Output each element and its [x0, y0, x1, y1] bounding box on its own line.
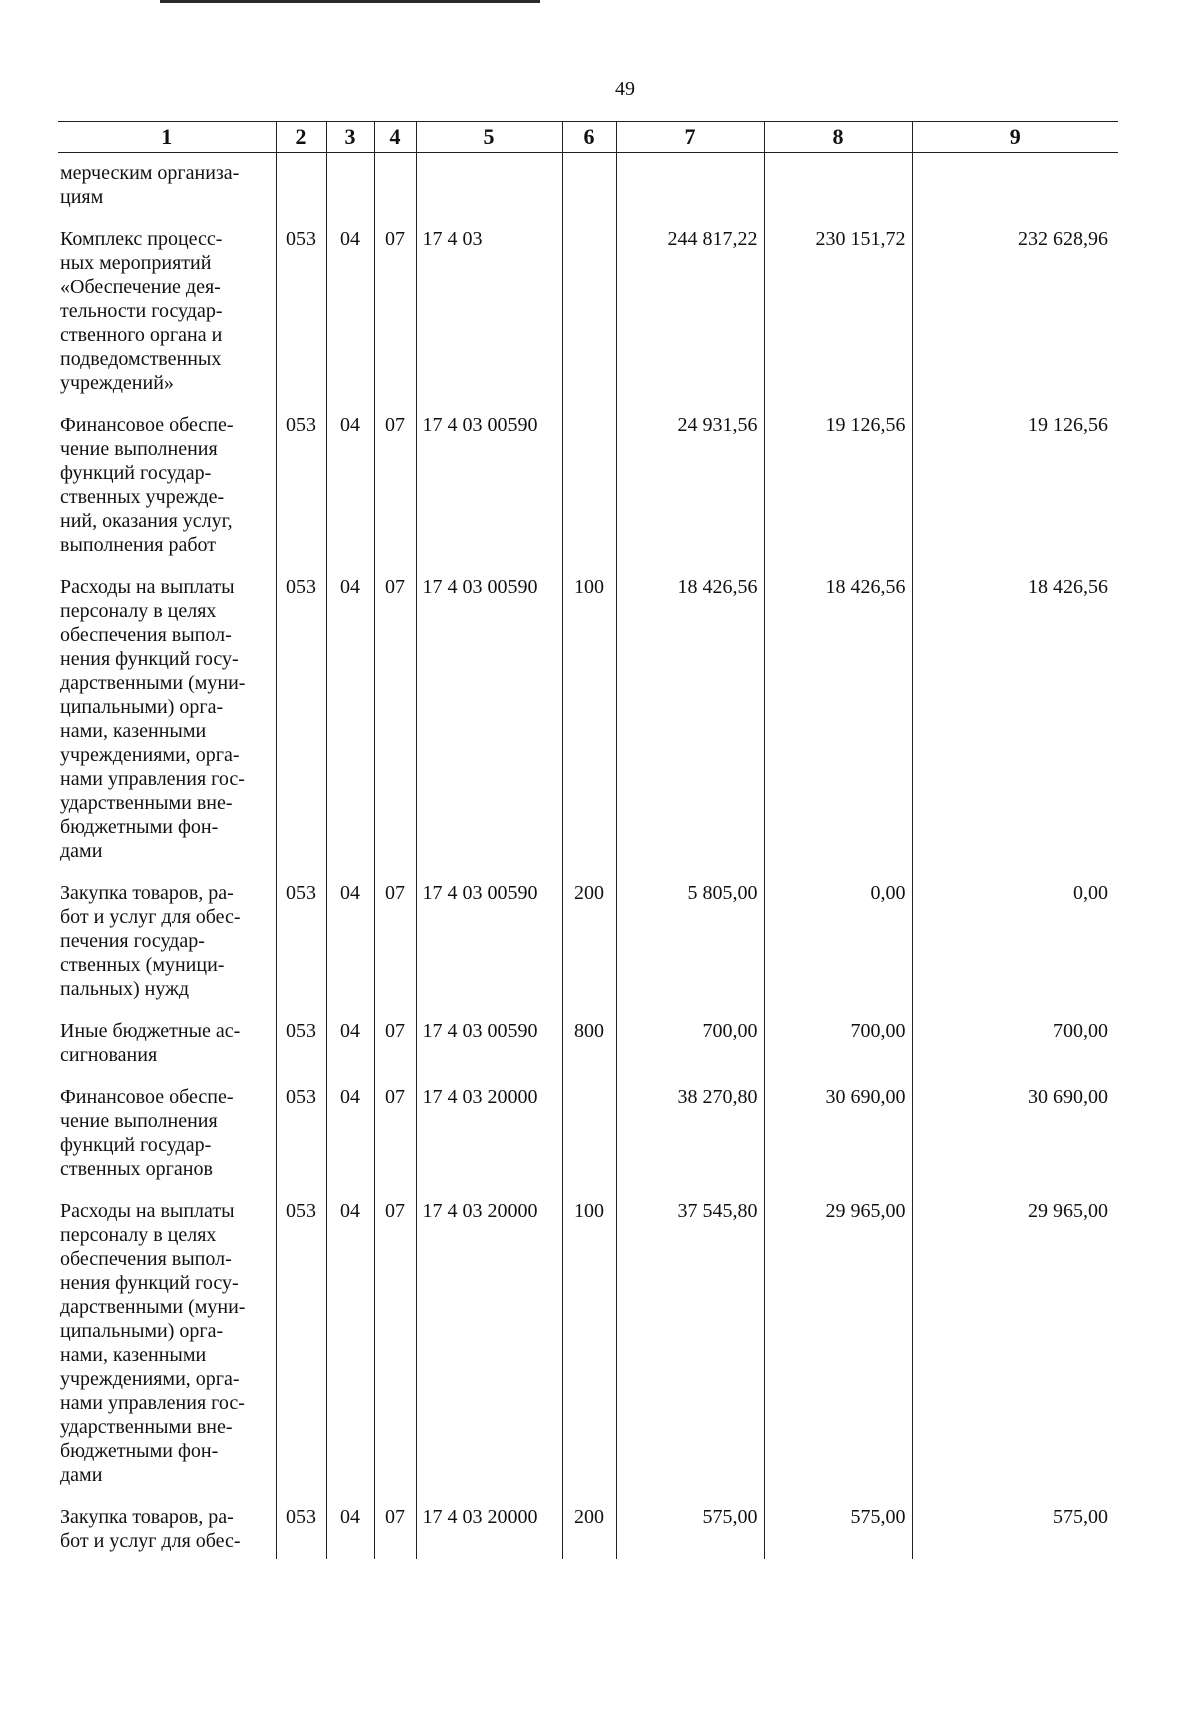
row-name-cell: Комплекс процесс- ных мероприятий «Обеспечение дея- тельности государ- ственного органа и подведомственных учреждений»: [58, 215, 276, 401]
header-cell: 3: [326, 122, 374, 153]
program-code-cell: [416, 153, 562, 216]
table-row: [58, 153, 1118, 216]
amount-cell: 575,00: [912, 1493, 1118, 1559]
row-name-cell: Закупка товаров, ра- бот и услуг для обес-: [58, 1493, 276, 1559]
program-code-cell: 17 4 03 20000: [416, 1187, 562, 1493]
code-cell: 07: [374, 1187, 416, 1493]
code-cell: 04: [326, 1073, 374, 1187]
code-cell: 07: [374, 1007, 416, 1073]
row-name-cell: Расходы на выплаты персоналу в целях обеспечения выпол- нения функций госу- дарственными (муни- ципальными) орга- нами, казенными учреждениями, орга- нами управления гос- ударственными вне- бюджетными фон- дами: [58, 1187, 276, 1493]
amount-cell: 232 628,96: [912, 215, 1118, 401]
amount-cell: 37 545,80: [616, 1187, 764, 1493]
expense-type-cell: 200: [562, 1493, 616, 1559]
code-cell: 053: [276, 869, 326, 1007]
table-row: [58, 215, 1118, 401]
amount-cell: 244 817,22: [616, 215, 764, 401]
row-name-cell: Иные бюджетные ас- сигнования: [58, 1007, 276, 1073]
amount-cell: 0,00: [764, 869, 912, 1007]
expense-type-cell: 100: [562, 1187, 616, 1493]
row-name-cell: Закупка товаров, ра- бот и услуг для обес- печения государ- ственных (муници- пальных) нужд: [58, 869, 276, 1007]
code-cell: 07: [374, 563, 416, 869]
code-cell: 04: [326, 215, 374, 401]
table-row: [58, 1007, 1118, 1073]
table-row: [58, 563, 1118, 869]
amount-cell: 18 426,56: [912, 563, 1118, 869]
budget-table: [58, 121, 1118, 1559]
row-name-cell: Финансовое обеспе- чение выполнения функций государ- ственных учрежде- ний, оказания услуг, выполнения работ: [58, 401, 276, 563]
amount-cell: 38 270,80: [616, 1073, 764, 1187]
code-cell: 053: [276, 1187, 326, 1493]
code-cell: 04: [326, 401, 374, 563]
code-cell: 07: [374, 869, 416, 1007]
code-cell: [276, 153, 326, 216]
table-row: [58, 1493, 1118, 1559]
table-row: [58, 869, 1118, 1007]
code-cell: 053: [276, 1493, 326, 1559]
program-code-cell: 17 4 03 00590: [416, 869, 562, 1007]
code-cell: 053: [276, 215, 326, 401]
expense-type-cell: 100: [562, 563, 616, 869]
header-cell: 1: [58, 122, 276, 153]
table-body: [58, 153, 1118, 1560]
code-cell: 07: [374, 401, 416, 563]
table-header-row: [58, 122, 1118, 153]
amount-cell: 18 426,56: [616, 563, 764, 869]
program-code-cell: 17 4 03 00590: [416, 401, 562, 563]
code-cell: 04: [326, 1007, 374, 1073]
code-cell: 053: [276, 401, 326, 563]
code-cell: 07: [374, 215, 416, 401]
code-cell: 04: [326, 563, 374, 869]
code-cell: 04: [326, 1493, 374, 1559]
expense-type-cell: 800: [562, 1007, 616, 1073]
header-cell: 9: [912, 122, 1118, 153]
page-number: 49: [615, 78, 635, 100]
code-cell: 07: [374, 1493, 416, 1559]
code-cell: [374, 153, 416, 216]
code-cell: [326, 153, 374, 216]
header-cell: 7: [616, 122, 764, 153]
code-cell: 04: [326, 1187, 374, 1493]
amount-cell: 230 151,72: [764, 215, 912, 401]
row-name-cell: Финансовое обеспе- чение выполнения функций государ- ственных органов: [58, 1073, 276, 1187]
expense-type-cell: [562, 153, 616, 216]
header-cell: 5: [416, 122, 562, 153]
program-code-cell: 17 4 03 20000: [416, 1073, 562, 1187]
amount-cell: 18 426,56: [764, 563, 912, 869]
row-name-cell: мерческим организа- циям: [58, 153, 276, 216]
code-cell: 053: [276, 563, 326, 869]
amount-cell: 19 126,56: [764, 401, 912, 563]
code-cell: 07: [374, 1073, 416, 1187]
amount-cell: [764, 153, 912, 216]
code-cell: 04: [326, 869, 374, 1007]
row-name-cell: Расходы на выплаты персоналу в целях обеспечения выпол- нения функций госу- дарственными (муни- ципальными) орга- нами, казенными учреждениями, орга- нами управления гос- ударственными вне- бюджетными фон- дами: [58, 563, 276, 869]
amount-cell: 700,00: [912, 1007, 1118, 1073]
program-code-cell: 17 4 03: [416, 215, 562, 401]
code-cell: 053: [276, 1073, 326, 1187]
amount-cell: 575,00: [764, 1493, 912, 1559]
amount-cell: [912, 153, 1118, 216]
expense-type-cell: [562, 215, 616, 401]
amount-cell: 30 690,00: [764, 1073, 912, 1187]
header-cell: 6: [562, 122, 616, 153]
amount-cell: [616, 153, 764, 216]
expense-type-cell: [562, 401, 616, 563]
program-code-cell: 17 4 03 00590: [416, 1007, 562, 1073]
expense-type-cell: 200: [562, 869, 616, 1007]
header-cell: 2: [276, 122, 326, 153]
table-row: [58, 1073, 1118, 1187]
table-row: [58, 401, 1118, 563]
amount-cell: 30 690,00: [912, 1073, 1118, 1187]
amount-cell: 24 931,56: [616, 401, 764, 563]
header-cell: 4: [374, 122, 416, 153]
amount-cell: 29 965,00: [764, 1187, 912, 1493]
amount-cell: 5 805,00: [616, 869, 764, 1007]
amount-cell: 29 965,00: [912, 1187, 1118, 1493]
header-cell: 8: [764, 122, 912, 153]
code-cell: 053: [276, 1007, 326, 1073]
expense-type-cell: [562, 1073, 616, 1187]
program-code-cell: 17 4 03 00590: [416, 563, 562, 869]
scan-top-edge-line: [160, 0, 540, 3]
amount-cell: 19 126,56: [912, 401, 1118, 563]
amount-cell: 700,00: [764, 1007, 912, 1073]
amount-cell: 575,00: [616, 1493, 764, 1559]
table-row: [58, 1187, 1118, 1493]
amount-cell: 0,00: [912, 869, 1118, 1007]
program-code-cell: 17 4 03 20000: [416, 1493, 562, 1559]
amount-cell: 700,00: [616, 1007, 764, 1073]
